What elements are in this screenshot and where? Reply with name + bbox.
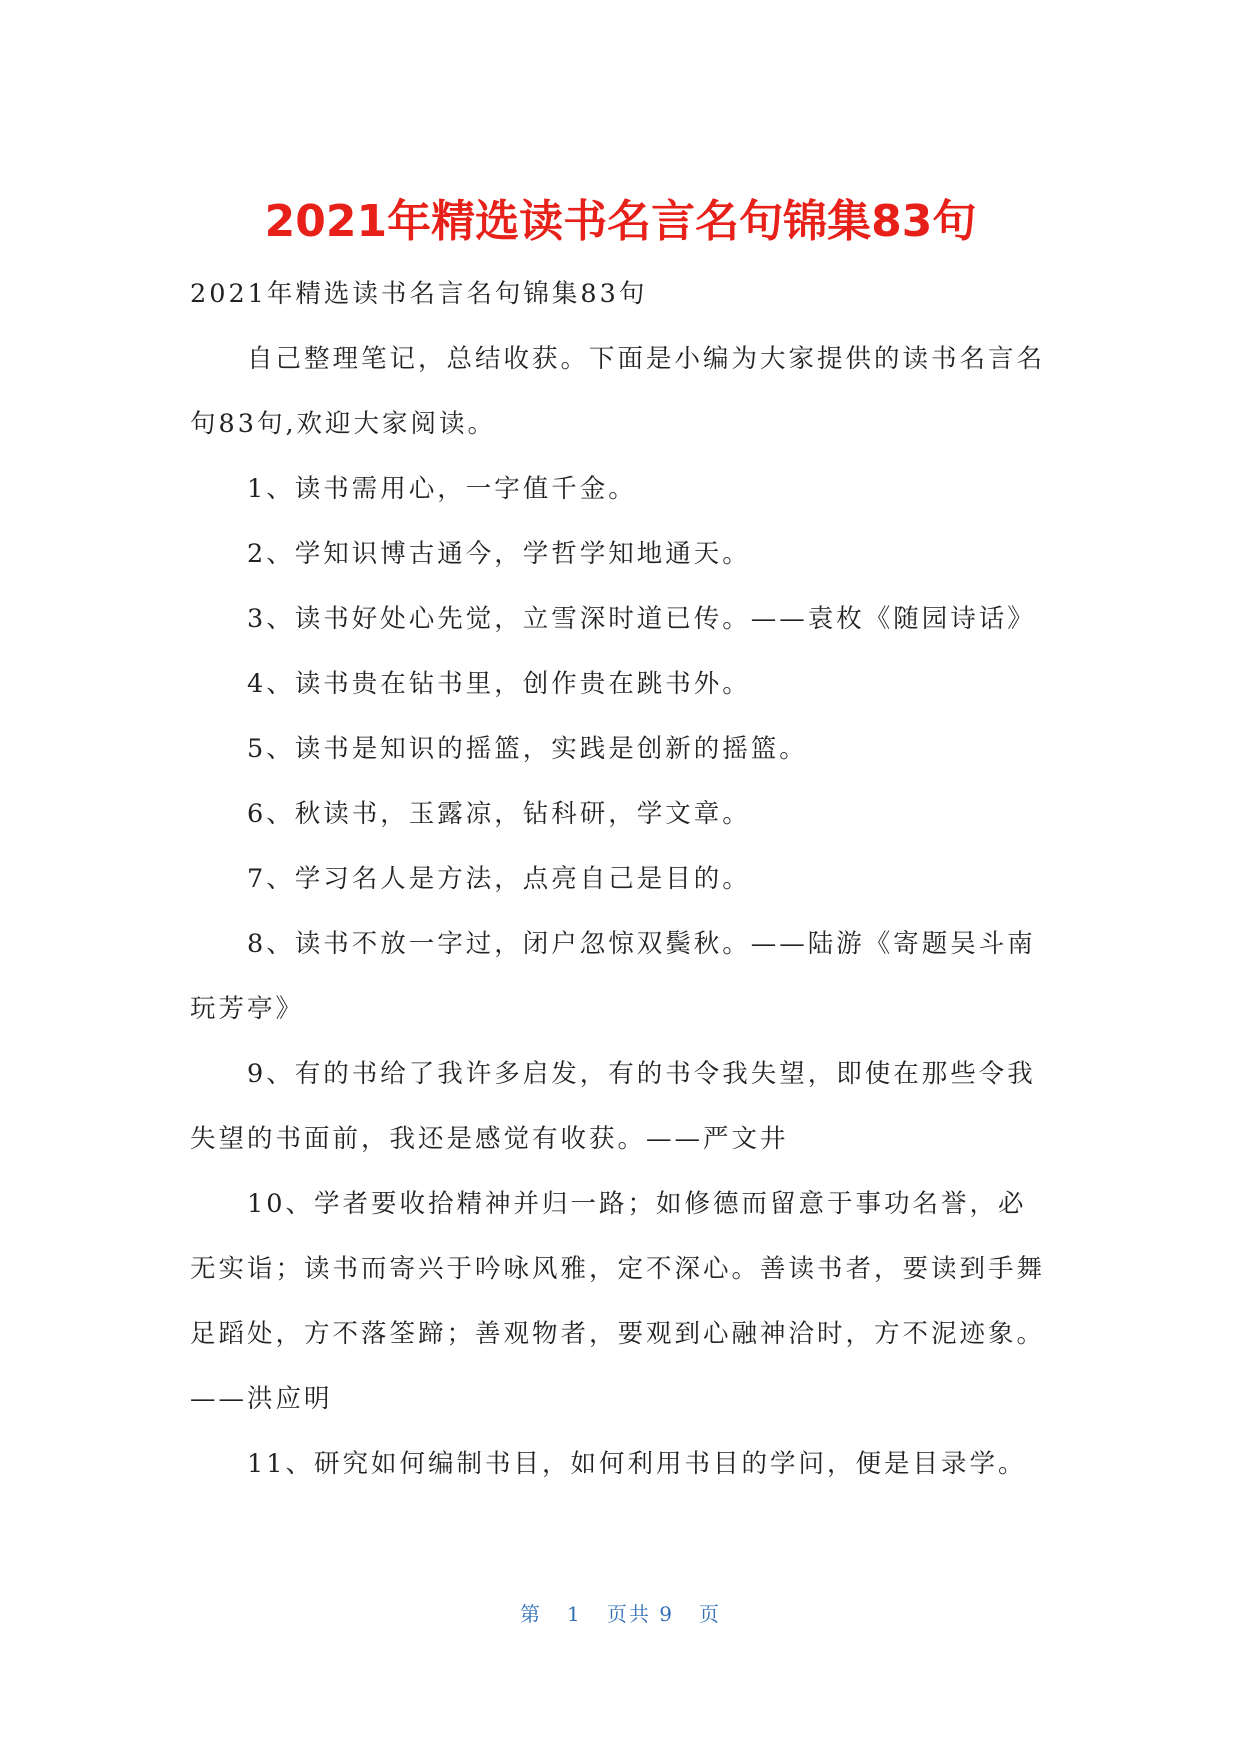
quote-item-6: 6、秋读书，玉露凉，钻科研，学文章。: [247, 799, 751, 829]
intro-paragraph: 自己整理笔记，总结收获。下面是小编为大家提供的读书名言名句83句,欢迎大家阅读。: [190, 344, 1046, 439]
quote-item-2: 2、学知识博古通今，学哲学知地通天。: [247, 539, 751, 569]
footer-mid: 页共: [606, 1602, 651, 1626]
quote-item-10: 10、学者要收拾精神并归一路；如修德而留意于事功名誉，必无实诣；读书而寄兴于吟咏风雅，定不深心。善读书者，要读到手舞足蹈处，方不落筌蹄；善观物者，要观到心融神洽时，方不泥迹象。——洪应明: [190, 1189, 1046, 1414]
quote-item-7: 7、学习名人是方法，点亮自己是目的。: [247, 864, 751, 894]
document-subtitle: 2021年精选读书名言名句锦集83句: [190, 279, 648, 309]
quote-item-8: 8、读书不放一字过，闭户忽惊双鬓秋。——陆游《寄题吴斗南玩芳亭》: [190, 929, 1036, 1024]
footer-total-pages: 9: [659, 1602, 674, 1626]
quote-item-9: 9、有的书给了我许多启发，有的书令我失望，即使在那些令我失望的书面前，我还是感觉有收获。——严文井: [190, 1059, 1036, 1154]
footer-prefix: 第: [519, 1602, 542, 1626]
page-footer: [0, 1598, 1241, 1627]
quote-item-4: 4、读书贵在钻书里，创作贵在跳书外。: [247, 669, 751, 699]
quote-item-3: 3、读书好处心先觉，立雪深时道已传。——袁枚《随园诗话》: [247, 604, 1036, 634]
footer-suffix: 页: [699, 1602, 722, 1626]
quote-item-5: 5、读书是知识的摇篮，实践是创新的摇篮。: [247, 734, 808, 764]
footer-current-page: 1: [567, 1602, 582, 1626]
quote-item-1: 1、读书需用心，一字值千金。: [247, 474, 637, 504]
quote-item-11: 11、研究如何编制书目，如何利用书目的学问，便是目录学。: [247, 1449, 1027, 1479]
document-body: [190, 262, 1050, 1497]
page-title: 2021年精选读书名言名句锦集83句: [264, 196, 977, 247]
